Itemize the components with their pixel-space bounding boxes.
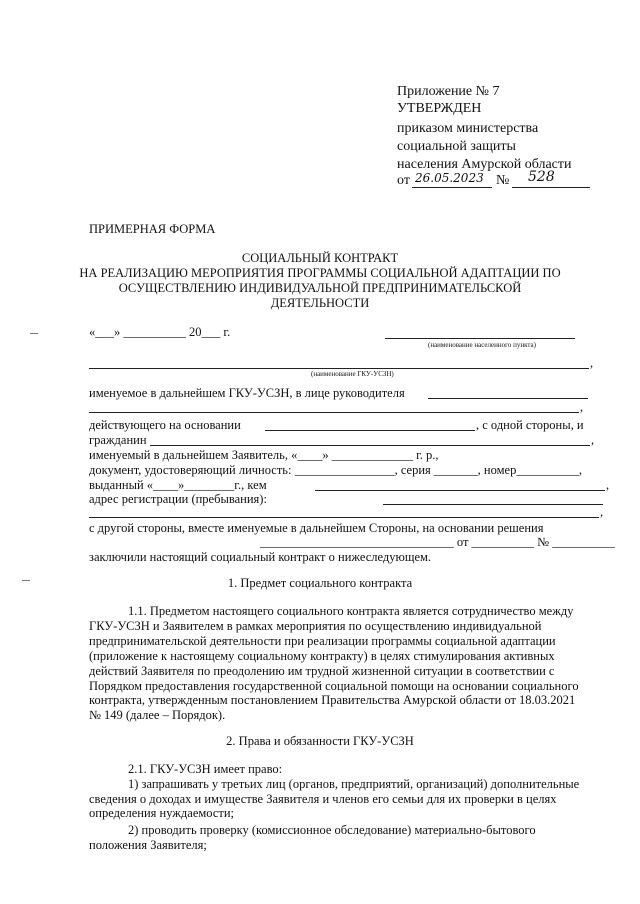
- comma: ,: [580, 400, 584, 414]
- paragraph-line: Порядком предоставления государственной социальной помощи на основании социального: [89, 679, 579, 693]
- settlement-hint: (наименование населенного пункта): [428, 341, 536, 349]
- approval-line: приказом министерства: [397, 121, 539, 136]
- title-line: ОСУЩЕСТВЛЕНИЮ ИНДИВИДУАЛЬНОЙ ПРЕДПРИНИМАТЕЛЬСКОЙ: [118, 281, 522, 295]
- paragraph-line: контракта, утвержденным постановлением Правительства Амурской области от 18.03.2021: [89, 693, 576, 707]
- paragraph-line: действий Заявителя по преодолению им трудной жизненной ситуации в соответствии с: [89, 664, 555, 678]
- comma: ,: [600, 505, 604, 519]
- org-name-hint: (наименование ГКУ-УСЗН): [311, 370, 394, 378]
- approved-label: УТВЕРЖДЕН: [397, 101, 482, 116]
- paragraph-line: 2) проводить проверку (комиссионное обследование) материально-бытового: [128, 823, 536, 837]
- approval-line: населения Амурской области: [397, 157, 572, 172]
- paragraph-line: (приложение к настоящему социальному контракту) в целях стимулирования активных: [89, 649, 555, 663]
- issuer-field: [315, 490, 605, 491]
- decision-field: _______________________________ от __________ № __________: [260, 535, 615, 549]
- order-number: 528: [528, 169, 555, 185]
- scan-mark: [30, 333, 38, 334]
- paragraph-line: сведения о доходах и имуществе Заявителя и членов его семьи для их проверки в целях: [89, 792, 557, 806]
- paragraph-line: определения нуждаемости;: [89, 806, 235, 820]
- contract-date-field: «___» __________ 20___ г.: [89, 325, 231, 339]
- org-name-field: [89, 368, 589, 369]
- comma: ,: [606, 478, 610, 492]
- form-type-label: ПРИМЕРНАЯ ФОРМА: [89, 222, 216, 236]
- order-number-label: №: [496, 173, 510, 188]
- field-label: выданный «____»________г., кем: [89, 478, 267, 492]
- field-label: гражданин: [89, 433, 147, 447]
- basis-field: [265, 430, 475, 431]
- order-number-line: [512, 187, 590, 188]
- field-label: документ, удостоверяющий личность: ________________, серия _______, номер__________,: [89, 463, 582, 477]
- paragraph-line: ГКУ-УСЗН и Заявителем в рамках мероприятия по осуществлению индивидуальной: [89, 619, 542, 633]
- settlement-field: [385, 338, 575, 339]
- address-field-cont: [89, 517, 599, 518]
- paragraph-line: положения Заявителя;: [89, 838, 207, 852]
- citizen-field: [150, 445, 590, 446]
- field-label: именуемое в дальнейшем ГКУ-УСЗН, в лице руководителя: [89, 386, 405, 400]
- comma: ,: [591, 433, 595, 447]
- section-heading: 2. Права и обязанности ГКУ-УСЗН: [226, 734, 414, 748]
- paragraph-line: предпринимательской деятельности при реализации программы социальной адаптации: [89, 634, 556, 648]
- title-line: СОЦИАЛЬНЫЙ КОНТРАКТ: [241, 251, 399, 265]
- field-label: с другой стороны, вместе именуемые в дальнейшем Стороны, на основании решения: [89, 521, 544, 535]
- field-label: именуемый в дальнейшем Заявитель, «____» _____________ г. р.,: [89, 448, 439, 462]
- scan-mark: [22, 580, 30, 581]
- comma: ,: [590, 356, 594, 370]
- order-from-label: от: [397, 173, 410, 188]
- director-field-cont: [89, 412, 579, 413]
- paragraph-line: 2.1. ГКУ-УСЗН имеет право:: [128, 762, 283, 776]
- paragraph-line: 1.1. Предметом настоящего социального контракта является сотрудничество между: [128, 604, 574, 618]
- paragraph-line: 1) запрашивать у третьих лиц (органов, предприятий, организаций) дополнительные: [128, 777, 580, 791]
- field-label: , с одной стороны, и: [476, 418, 584, 432]
- title-line: НА РЕАЛИЗАЦИЮ МЕРОПРИЯТИЯ ПРОГРАММЫ СОЦИАЛЬНОЙ АДАПТАЦИИ ПО: [79, 266, 561, 280]
- appendix-number: Приложение № 7: [397, 84, 500, 99]
- field-label: действующего на основании: [89, 418, 241, 432]
- field-label: заключили настоящий социальный контракт о нижеследующем.: [89, 550, 432, 564]
- director-field: [428, 398, 588, 399]
- field-label: адрес регистрации (пребывания):: [89, 492, 267, 506]
- paragraph-line: № 149 (далее – Порядок).: [89, 708, 226, 722]
- address-field: [383, 504, 603, 505]
- title-line: ДЕЯТЕЛЬНОСТИ: [270, 296, 370, 310]
- order-date: 26.05.2023: [415, 171, 484, 185]
- order-date-line: [412, 187, 492, 188]
- approval-line: социальной защиты: [397, 139, 516, 154]
- section-heading: 1. Предмет социального контракта: [227, 576, 413, 590]
